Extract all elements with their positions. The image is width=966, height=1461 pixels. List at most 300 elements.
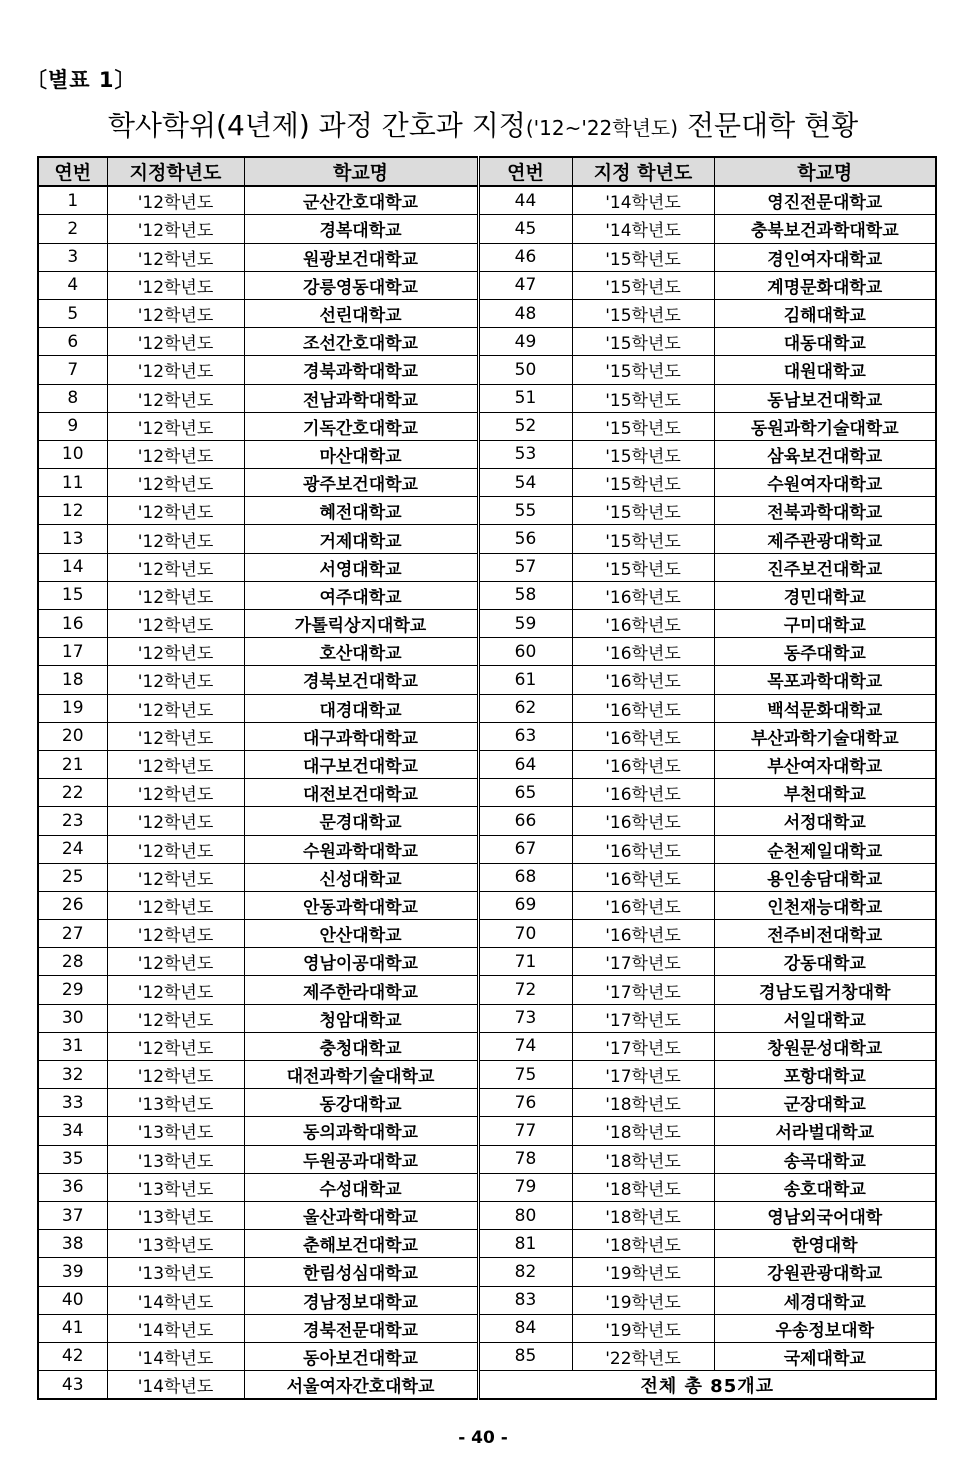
row-year-right: '18학년도 [572,1173,714,1201]
row-year-left: '12학년도 [107,412,244,440]
row-no-left: 35 [38,1145,107,1173]
row-no-right: 83 [478,1286,572,1314]
row-year-right: '15학년도 [572,384,714,412]
row-school-left: 경복대학교 [244,215,478,243]
title-tail: 전문대학 현황 [686,109,859,142]
row-school-right: 순천제일대학교 [714,835,936,863]
table-row [38,215,936,243]
header-school-right: 학교명 [714,157,936,186]
row-school-left: 광주보건대학교 [244,469,478,497]
row-no-left: 41 [38,1314,107,1342]
table-row [38,891,936,919]
row-year-left: '12학년도 [107,610,244,638]
table-row [38,807,936,835]
row-year-right: '15학년도 [572,525,714,553]
row-year-right: '16학년도 [572,750,714,778]
row-no-left: 7 [38,356,107,384]
row-school-right: 인천재능대학교 [714,891,936,919]
row-no-right: 52 [478,412,572,440]
row-no-left: 10 [38,440,107,468]
table-row [38,1230,936,1258]
header-year-left: 지정학년도 [107,157,244,186]
row-school-right: 송호대학교 [714,1173,936,1201]
table-row [38,779,936,807]
table-row [38,1004,936,1032]
row-no-right: 66 [478,807,572,835]
row-school-left: 안산대학교 [244,920,478,948]
header-school-left: 학교명 [244,157,478,186]
row-no-right: 80 [478,1201,572,1229]
row-school-left: 영남이공대학교 [244,948,478,976]
row-school-right: 우송정보대학 [714,1314,936,1342]
row-year-right: '14학년도 [572,215,714,243]
row-year-right: '16학년도 [572,694,714,722]
row-year-right: '15학년도 [572,271,714,299]
table-row [38,1145,936,1173]
row-school-right: 경민대학교 [714,581,936,609]
table-row [38,920,936,948]
row-year-left: '12학년도 [107,1061,244,1089]
row-school-right: 영남외국어대학 [714,1201,936,1229]
table-row [38,1061,936,1089]
row-no-left: 34 [38,1117,107,1145]
row-school-right: 군장대학교 [714,1089,936,1117]
table-row [38,638,936,666]
row-school-left: 제주한라대학교 [244,976,478,1004]
row-no-left: 36 [38,1173,107,1201]
table-row [38,610,936,638]
row-school-right: 세경대학교 [714,1286,936,1314]
row-school-left: 거제대학교 [244,525,478,553]
row-school-right: 서일대학교 [714,1004,936,1032]
row-year-left: '12학년도 [107,1032,244,1060]
row-no-right: 65 [478,779,572,807]
table-row [38,948,936,976]
row-no-left: 17 [38,638,107,666]
row-no-left: 31 [38,1032,107,1060]
row-no-left: 29 [38,976,107,1004]
row-school-left: 선린대학교 [244,299,478,327]
table-row [38,1117,936,1145]
row-school-left: 군산간호대학교 [244,186,478,215]
row-year-left: '12학년도 [107,525,244,553]
row-year-left: '12학년도 [107,215,244,243]
row-no-right: 81 [478,1230,572,1258]
row-year-left: '12학년도 [107,976,244,1004]
table-header-row [38,157,936,186]
table-row [38,525,936,553]
row-year-right: '17학년도 [572,976,714,1004]
row-year-left: '12학년도 [107,948,244,976]
row-school-right: 송곡대학교 [714,1145,936,1173]
row-no-left: 3 [38,243,107,271]
row-no-left: 15 [38,581,107,609]
row-no-left: 12 [38,497,107,525]
table-body [38,186,936,1399]
row-no-left: 39 [38,1258,107,1286]
row-year-right: '17학년도 [572,1032,714,1060]
row-year-right: '15학년도 [572,469,714,497]
row-no-right: 78 [478,1145,572,1173]
row-school-right: 창원문성대학교 [714,1032,936,1060]
row-school-right: 포항대학교 [714,1061,936,1089]
header-year-right: 지정 학년도 [572,157,714,186]
table-row [38,469,936,497]
row-no-right: 82 [478,1258,572,1286]
row-school-left: 동아보건대학교 [244,1342,478,1370]
row-school-right: 동남보건대학교 [714,384,936,412]
row-no-left: 13 [38,525,107,553]
table-row [38,976,936,1004]
row-no-right: 64 [478,750,572,778]
row-year-right: '15학년도 [572,243,714,271]
row-year-left: '12학년도 [107,807,244,835]
row-year-left: '12학년도 [107,440,244,468]
row-year-right: '15학년도 [572,440,714,468]
row-year-left: '14학년도 [107,1314,244,1342]
row-school-left: 청암대학교 [244,1004,478,1032]
row-no-right: 61 [478,666,572,694]
row-no-left: 28 [38,948,107,976]
row-no-right: 50 [478,356,572,384]
college-table [37,156,937,1400]
table-row [38,553,936,581]
row-no-left: 23 [38,807,107,835]
row-school-left: 문경대학교 [244,807,478,835]
row-no-left: 22 [38,779,107,807]
row-year-left: '12학년도 [107,581,244,609]
total-count: 전체 총 85개교 [478,1371,936,1400]
table-row [38,1286,936,1314]
row-school-right: 대동대학교 [714,328,936,356]
row-year-right: '18학년도 [572,1145,714,1173]
row-school-left: 충청대학교 [244,1032,478,1060]
row-school-left: 혜전대학교 [244,497,478,525]
row-no-left: 32 [38,1061,107,1089]
row-year-left: '12학년도 [107,863,244,891]
row-no-right: 45 [478,215,572,243]
table-row [38,1314,936,1342]
row-no-right: 54 [478,469,572,497]
row-year-right: '15학년도 [572,328,714,356]
row-school-right: 구미대학교 [714,610,936,638]
row-no-left: 6 [38,328,107,356]
row-school-right: 경인여자대학교 [714,243,936,271]
row-year-left: '12학년도 [107,299,244,327]
row-school-right: 김해대학교 [714,299,936,327]
row-school-left: 동강대학교 [244,1089,478,1117]
row-school-right: 서정대학교 [714,807,936,835]
appendix-label: 〔별표 1〕 [26,68,137,92]
row-year-left: '13학년도 [107,1230,244,1258]
row-no-left: 2 [38,215,107,243]
row-no-left: 8 [38,384,107,412]
header-no-right: 연번 [478,157,572,186]
row-year-right: '16학년도 [572,920,714,948]
table-row [38,1032,936,1060]
row-school-left: 경북과학대학교 [244,356,478,384]
row-year-right: '17학년도 [572,1004,714,1032]
row-year-left: '12학년도 [107,497,244,525]
row-school-right: 백석문화대학교 [714,694,936,722]
row-year-right: '19학년도 [572,1286,714,1314]
row-year-right: '16학년도 [572,891,714,919]
row-school-right: 용인송담대학교 [714,863,936,891]
row-no-right: 72 [478,976,572,1004]
row-no-left: 1 [38,186,107,215]
row-no-right: 71 [478,948,572,976]
table-row [38,328,936,356]
row-year-left: '12학년도 [107,186,244,215]
row-no-left: 20 [38,722,107,750]
row-no-right: 73 [478,1004,572,1032]
row-year-right: '16학년도 [572,581,714,609]
row-school-left: 울산과학대학교 [244,1201,478,1229]
row-year-right: '18학년도 [572,1201,714,1229]
row-school-right: 동원과학기술대학교 [714,412,936,440]
row-no-right: 60 [478,638,572,666]
row-year-left: '14학년도 [107,1371,244,1400]
row-year-left: '12학년도 [107,356,244,384]
row-school-left: 대구과학대학교 [244,722,478,750]
row-school-left: 기독간호대학교 [244,412,478,440]
row-school-left: 대경대학교 [244,694,478,722]
row-no-right: 55 [478,497,572,525]
row-no-right: 46 [478,243,572,271]
row-year-right: '15학년도 [572,412,714,440]
row-no-left: 18 [38,666,107,694]
row-no-left: 14 [38,553,107,581]
row-no-left: 9 [38,412,107,440]
row-school-left: 한림성심대학교 [244,1258,478,1286]
table-row [38,750,936,778]
row-no-left: 42 [38,1342,107,1370]
row-school-left: 경북보건대학교 [244,666,478,694]
row-year-left: '12학년도 [107,271,244,299]
row-year-right: '14학년도 [572,186,714,215]
row-school-left: 안동과학대학교 [244,891,478,919]
table-row [38,694,936,722]
row-year-left: '12학년도 [107,835,244,863]
row-school-right: 수원여자대학교 [714,469,936,497]
row-school-left: 호산대학교 [244,638,478,666]
row-school-right: 대원대학교 [714,356,936,384]
row-year-right: '18학년도 [572,1117,714,1145]
row-year-right: '15학년도 [572,356,714,384]
header-no-left: 연번 [38,157,107,186]
row-year-left: '12학년도 [107,328,244,356]
row-no-right: 48 [478,299,572,327]
row-school-left: 경남정보대학교 [244,1286,478,1314]
row-school-left: 신성대학교 [244,863,478,891]
row-no-right: 68 [478,863,572,891]
row-year-left: '12학년도 [107,638,244,666]
row-no-right: 69 [478,891,572,919]
row-year-left: '12학년도 [107,469,244,497]
table-row [38,1342,936,1370]
table-row [38,440,936,468]
row-year-right: '16학년도 [572,835,714,863]
row-school-right: 부산과학기술대학교 [714,722,936,750]
row-year-left: '12학년도 [107,553,244,581]
row-school-left: 경북전문대학교 [244,1314,478,1342]
row-no-left: 19 [38,694,107,722]
row-year-right: '17학년도 [572,948,714,976]
row-year-right: '17학년도 [572,1061,714,1089]
row-no-left: 37 [38,1201,107,1229]
row-no-left: 27 [38,920,107,948]
table-row [38,835,936,863]
row-no-right: 84 [478,1314,572,1342]
row-year-left: '12학년도 [107,891,244,919]
row-school-left: 조선간호대학교 [244,328,478,356]
row-school-left: 춘해보건대학교 [244,1230,478,1258]
row-year-left: '14학년도 [107,1342,244,1370]
table-row-last [38,1371,936,1400]
table-row [38,863,936,891]
row-no-right: 67 [478,835,572,863]
row-no-right: 70 [478,920,572,948]
row-no-right: 62 [478,694,572,722]
row-no-right: 44 [478,186,572,215]
table-row [38,1089,936,1117]
row-no-right: 58 [478,581,572,609]
table-row [38,497,936,525]
row-school-right: 강동대학교 [714,948,936,976]
row-school-left: 대전과학기술대학교 [244,1061,478,1089]
table-row [38,356,936,384]
row-school-left: 강릉영동대학교 [244,271,478,299]
row-school-left: 여주대학교 [244,581,478,609]
row-no-right: 49 [478,328,572,356]
row-no-right: 77 [478,1117,572,1145]
row-year-left: '12학년도 [107,694,244,722]
row-year-right: '16학년도 [572,807,714,835]
row-school-left: 대구보건대학교 [244,750,478,778]
row-year-left: '13학년도 [107,1258,244,1286]
row-year-left: '13학년도 [107,1117,244,1145]
row-school-right: 경남도립거창대학 [714,976,936,1004]
row-school-right: 전북과학대학교 [714,497,936,525]
table-row [38,271,936,299]
row-no-left: 5 [38,299,107,327]
row-no-right: 57 [478,553,572,581]
row-no-right: 74 [478,1032,572,1060]
row-school-right: 제주관광대학교 [714,525,936,553]
row-year-right: '19학년도 [572,1258,714,1286]
row-school-right: 부산여자대학교 [714,750,936,778]
row-school-left: 원광보건대학교 [244,243,478,271]
row-year-left: '12학년도 [107,384,244,412]
row-year-right: '18학년도 [572,1089,714,1117]
row-no-right: 75 [478,1061,572,1089]
row-school-left: 수원과학대학교 [244,835,478,863]
row-school-left: 수성대학교 [244,1173,478,1201]
row-year-left: '12학년도 [107,779,244,807]
row-school-right: 영진전문대학교 [714,186,936,215]
row-no-left: 24 [38,835,107,863]
row-year-left: '13학년도 [107,1173,244,1201]
row-year-right: '19학년도 [572,1314,714,1342]
row-school-left: 마산대학교 [244,440,478,468]
row-year-right: '15학년도 [572,299,714,327]
row-year-right: '16학년도 [572,610,714,638]
table-row [38,1201,936,1229]
row-school-right: 목포과학대학교 [714,666,936,694]
row-school-right: 한영대학 [714,1230,936,1258]
row-school-right: 전주비전대학교 [714,920,936,948]
row-year-left: '13학년도 [107,1145,244,1173]
row-no-left: 16 [38,610,107,638]
row-no-right: 47 [478,271,572,299]
row-no-right: 56 [478,525,572,553]
row-year-right: '22학년도 [572,1342,714,1370]
row-year-right: '16학년도 [572,722,714,750]
row-year-left: '14학년도 [107,1286,244,1314]
table-row [38,581,936,609]
row-school-left: 서영대학교 [244,553,478,581]
row-no-right: 85 [478,1342,572,1370]
row-school-left: 전남과학대학교 [244,384,478,412]
table-row [38,243,936,271]
table-row [38,412,936,440]
row-no-left: 25 [38,863,107,891]
row-school-left: 대전보건대학교 [244,779,478,807]
page-title [40,104,926,144]
row-no-right: 76 [478,1089,572,1117]
row-school-right: 계명문화대학교 [714,271,936,299]
row-school-left: 두원공과대학교 [244,1145,478,1173]
row-year-left: '13학년도 [107,1201,244,1229]
row-no-left: 11 [38,469,107,497]
table-row [38,666,936,694]
row-no-right: 63 [478,722,572,750]
row-year-right: '16학년도 [572,779,714,807]
row-year-left: '12학년도 [107,1004,244,1032]
table-row [38,722,936,750]
row-year-right: '16학년도 [572,638,714,666]
row-year-left: '13학년도 [107,1089,244,1117]
row-school-right: 서라벌대학교 [714,1117,936,1145]
row-year-left: '12학년도 [107,722,244,750]
row-no-left: 21 [38,750,107,778]
row-school-right: 국제대학교 [714,1342,936,1370]
row-year-left: '12학년도 [107,243,244,271]
row-school-right: 충북보건과학대학교 [714,215,936,243]
row-school-right: 부천대학교 [714,779,936,807]
title-main: 학사학위(4년제) 과정 간호과 지정 [107,109,526,142]
row-no-right: 79 [478,1173,572,1201]
row-school-right: 동주대학교 [714,638,936,666]
row-school-left: 동의과학대학교 [244,1117,478,1145]
row-year-left: '12학년도 [107,750,244,778]
row-school-right: 삼육보건대학교 [714,440,936,468]
row-no-right: 53 [478,440,572,468]
row-no-right: 59 [478,610,572,638]
table-row [38,384,936,412]
row-no-left: 26 [38,891,107,919]
row-year-left: '12학년도 [107,666,244,694]
row-year-right: '15학년도 [572,497,714,525]
row-no-left: 43 [38,1371,107,1400]
table-row [38,1173,936,1201]
row-school-left: 가톨릭상지대학교 [244,610,478,638]
row-year-right: '15학년도 [572,553,714,581]
row-no-left: 4 [38,271,107,299]
row-school-right: 진주보건대학교 [714,553,936,581]
row-year-right: '16학년도 [572,863,714,891]
table-row [38,299,936,327]
